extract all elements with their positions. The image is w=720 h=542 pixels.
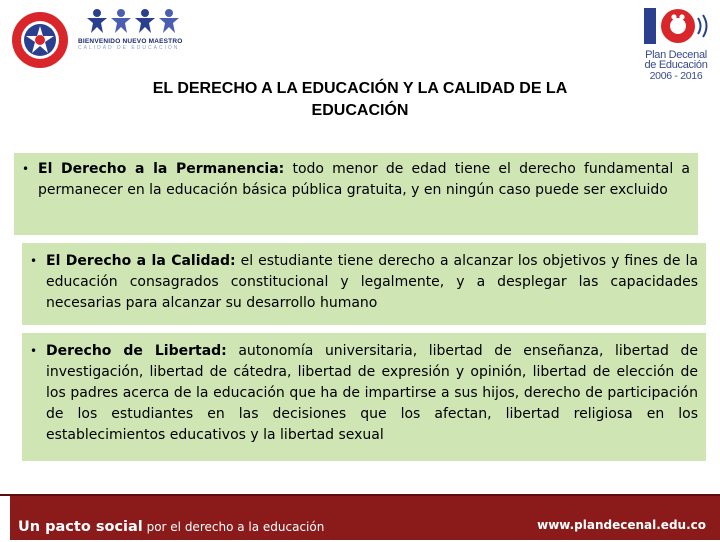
permanencia-box <box>14 153 698 235</box>
footer-slogan-light: por el derecho a la educación <box>142 520 325 534</box>
bienvenido-maestro-logo <box>78 8 198 68</box>
libertad-lead: Derecho de Libertad: <box>46 343 227 359</box>
footer-url-link[interactable]: www.plandecenal.edu.co <box>537 518 706 532</box>
permanencia-paragraph <box>22 159 691 201</box>
plan-decenal-line2: de Educación <box>644 59 708 71</box>
calidad-box <box>22 243 706 325</box>
plan-decenal-10-icon <box>638 6 714 46</box>
calidad-paragraph <box>30 251 698 314</box>
calidad-lead: El Derecho a la Calidad: <box>46 253 236 269</box>
libertad-box <box>22 333 706 461</box>
page-title <box>70 78 650 122</box>
permanencia-text: todo menor de edad tiene el derecho fundamental a permanecer en la educación básica pública gratuita, y en ningún caso puede ser excluido <box>38 161 691 198</box>
footer-accent <box>0 496 10 542</box>
bullet-icon: • <box>30 344 38 358</box>
expedicion-logo-icon <box>10 10 70 70</box>
bienvenido-maestro-title: BIENVENIDO NUEVO MAESTRO <box>78 38 183 45</box>
footer-slogan <box>18 516 324 535</box>
footer-slogan-strong: Un pacto social <box>18 519 143 535</box>
page-title-line2: EDUCACIÓN <box>311 102 409 119</box>
bienvenido-maestro-subtitle: CALIDAD DE EDUCACIÓN <box>78 45 180 51</box>
libertad-paragraph <box>30 341 698 446</box>
plan-decenal-years: 2006 - 2016 <box>649 70 703 82</box>
page-title-line1: EL DERECHO A LA EDUCACIÓN Y LA CALIDAD DE LA <box>152 80 568 97</box>
libertad-text: autonomía universitaria, libertad de enseñanza, libertad de investigación, libertad de cátedra, libertad de expresión y opinión, libertad de elección de los padres acerca de la educación que ha de impartirse a sus hijos, derecho de participación de los estudiantes en las decisiones que los afectan, libertad religiosa en los establecimientos educativos y la libertad sexual <box>46 343 698 443</box>
bullet-icon: • <box>30 254 38 268</box>
expedicion-logo <box>10 10 70 74</box>
footer-bar <box>0 494 720 540</box>
plan-decenal-line1: Plan Decenal <box>645 49 707 61</box>
permanencia-lead: El Derecho a la Permanencia: <box>38 161 285 177</box>
stars-icon <box>86 8 198 34</box>
calidad-text: el estudiante tiene derecho a alcanzar los objetivos y fines de la educación consagrados constitucional y legalmente, y a desplegar las capacidades necesarias para alcanzar su desarrollo humano <box>46 253 698 311</box>
bullet-icon: • <box>22 162 30 176</box>
